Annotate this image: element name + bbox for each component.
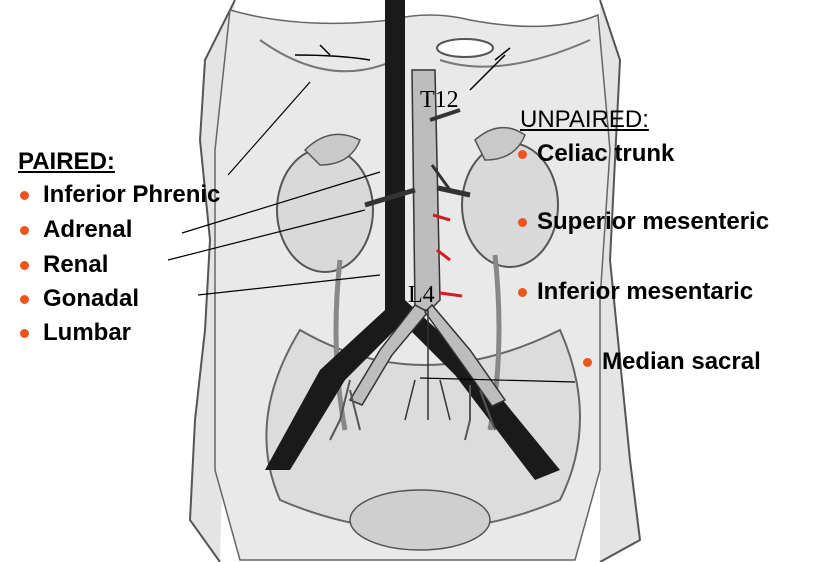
unpaired-item-median-sacral: Median sacral bbox=[583, 350, 761, 374]
vertebra-label-l4: L4 bbox=[408, 282, 435, 308]
esophageal-hiatus bbox=[437, 39, 493, 57]
paired-item-adrenal: Adrenal bbox=[20, 218, 132, 242]
paired-item-lumbar: Lumbar bbox=[20, 321, 131, 345]
bullet-icon bbox=[583, 358, 592, 367]
paired-item-inferior-phrenic: Inferior Phrenic bbox=[20, 183, 220, 207]
bullet-icon bbox=[20, 226, 29, 235]
bullet-icon bbox=[20, 295, 29, 304]
unpaired-item-celiac-trunk: Celiac trunk bbox=[518, 142, 674, 166]
paired-heading: PAIRED: bbox=[18, 148, 115, 175]
bullet-icon bbox=[518, 150, 527, 159]
bullet-icon bbox=[20, 329, 29, 338]
vertebra-label-t12: T12 bbox=[420, 87, 459, 113]
bullet-icon bbox=[518, 218, 527, 227]
unpaired-item-inferior-mesentaric: Inferior mesentaric bbox=[518, 280, 753, 304]
bullet-icon bbox=[20, 261, 29, 270]
left-kidney bbox=[277, 148, 373, 272]
bullet-icon bbox=[20, 191, 29, 200]
unpaired-heading: UNPAIRED: bbox=[520, 106, 649, 133]
bullet-icon bbox=[518, 288, 527, 297]
paired-item-renal: Renal bbox=[20, 253, 108, 277]
bladder bbox=[350, 490, 490, 550]
unpaired-item-superior-mesenteric: Superior mesenteric bbox=[518, 210, 769, 234]
paired-item-gonadal: Gonadal bbox=[20, 287, 139, 311]
